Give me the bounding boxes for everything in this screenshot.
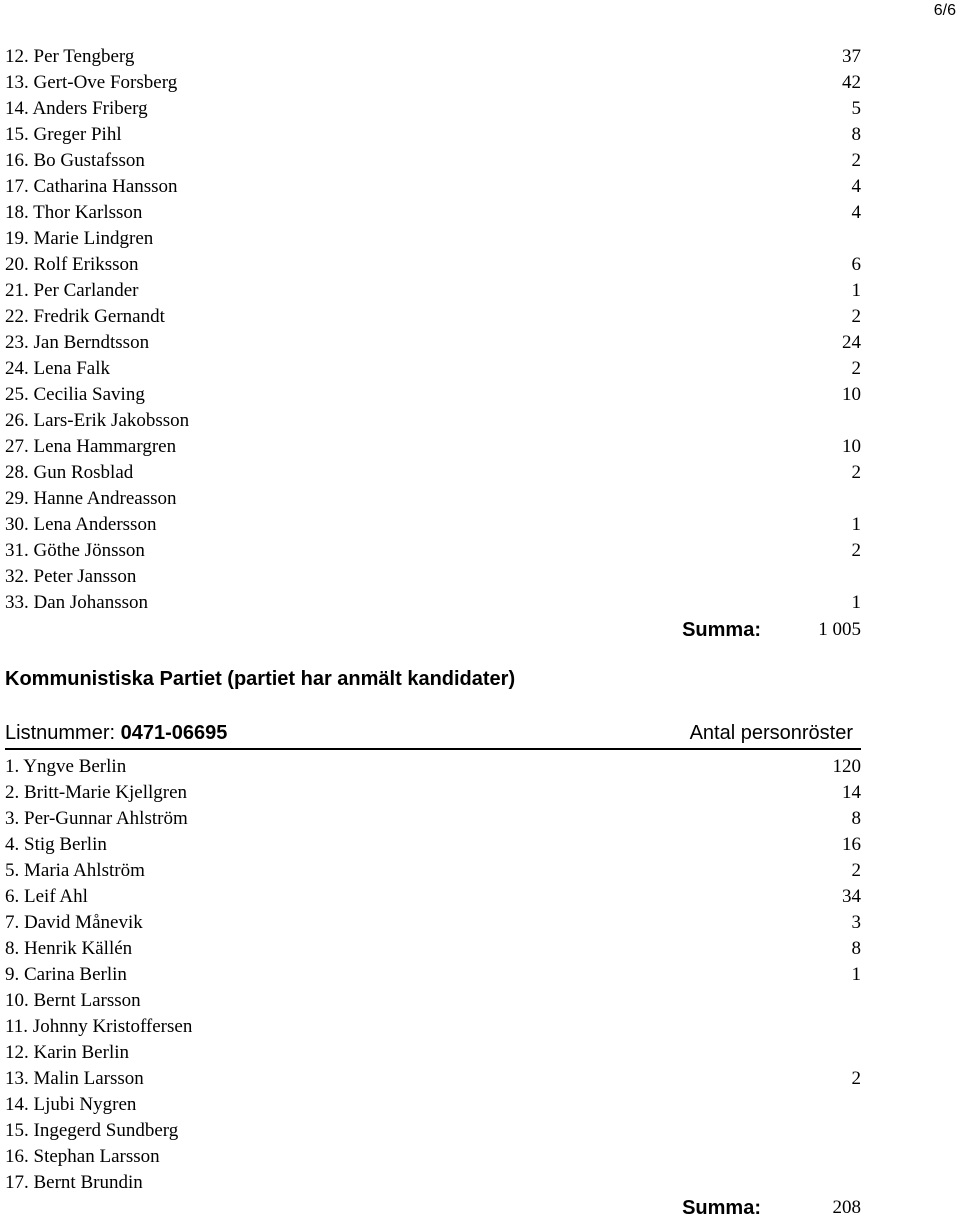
candidate-row <box>5 330 861 356</box>
candidate-name: 20. Rolf Eriksson <box>5 254 139 275</box>
candidate-row <box>5 1118 861 1144</box>
list-number: 0471-06695 <box>120 722 228 744</box>
candidate-name: 33. Dan Johansson <box>5 592 149 613</box>
candidate-row <box>5 44 861 70</box>
candidate-votes: 6 <box>851 254 861 275</box>
candidate-row <box>5 356 861 382</box>
candidate-row <box>5 832 861 858</box>
candidate-name: 12. Per Tengberg <box>5 46 135 67</box>
summa-label: Summa: <box>682 619 761 641</box>
candidate-row <box>5 226 861 252</box>
candidate-votes: 8 <box>851 124 861 145</box>
candidate-name: 8. Henrik Källén <box>5 938 133 959</box>
candidate-votes: 16 <box>842 834 861 855</box>
candidate-row <box>5 96 861 122</box>
candidate-votes: 4 <box>851 202 861 223</box>
candidate-votes: 1 <box>851 592 861 613</box>
candidate-row <box>5 200 861 226</box>
candidate-row <box>5 434 861 460</box>
candidate-name: 21. Per Carlander <box>5 280 139 301</box>
candidate-votes: 2 <box>851 1068 861 1089</box>
candidate-votes: 3 <box>851 912 861 933</box>
candidate-name: 3. Per-Gunnar Ahlström <box>5 808 188 829</box>
candidate-row <box>5 1014 861 1040</box>
candidate-name: 4. Stig Berlin <box>5 834 107 855</box>
candidate-votes: 8 <box>851 938 861 959</box>
candidate-votes: 5 <box>851 98 861 119</box>
candidate-row <box>5 512 861 538</box>
candidate-name: 9. Carina Berlin <box>5 964 127 985</box>
candidate-name: 30. Lena Andersson <box>5 514 157 535</box>
candidate-name: 5. Maria Ahlström <box>5 860 145 881</box>
candidate-row <box>5 590 861 616</box>
candidate-row <box>5 780 861 806</box>
candidate-name: 2. Britt-Marie Kjellgren <box>5 782 188 803</box>
summa-value: 1 005 <box>818 619 861 640</box>
candidate-name: 16. Bo Gustafsson <box>5 150 145 171</box>
candidate-row <box>5 538 861 564</box>
candidate-name: 11. Johnny Kristoffersen <box>5 1016 193 1037</box>
candidate-name: 19. Marie Lindgren <box>5 228 154 249</box>
candidate-name: 12. Karin Berlin <box>5 1042 130 1063</box>
candidate-row <box>5 910 861 936</box>
summa-label: Summa: <box>682 1197 761 1219</box>
candidate-name: 24. Lena Falk <box>5 358 111 379</box>
candidate-votes: 8 <box>851 808 861 829</box>
candidate-votes: 42 <box>842 72 861 93</box>
candidate-row <box>5 486 861 512</box>
summa-row-2 <box>5 1193 861 1223</box>
votes-column-header: Antal personröster <box>689 722 853 744</box>
candidate-name: 7. David Månevik <box>5 912 143 933</box>
summa-row-1 <box>5 615 861 645</box>
candidate-name: 31. Göthe Jönsson <box>5 540 145 561</box>
candidate-votes: 2 <box>851 540 861 561</box>
candidate-votes: 14 <box>842 782 861 803</box>
candidate-list-1 <box>5 44 861 616</box>
candidate-row <box>5 304 861 330</box>
candidate-name: 32. Peter Jansson <box>5 566 137 587</box>
candidate-name: 28. Gun Rosblad <box>5 462 134 483</box>
candidate-votes: 24 <box>842 332 861 353</box>
summa-value: 208 <box>832 1197 861 1218</box>
candidate-votes: 120 <box>832 756 861 777</box>
candidate-votes: 1 <box>851 964 861 985</box>
candidate-row <box>5 382 861 408</box>
candidate-votes: 2 <box>851 306 861 327</box>
candidate-row <box>5 278 861 304</box>
candidate-name: 18. Thor Karlsson <box>5 202 143 223</box>
candidate-row <box>5 1092 861 1118</box>
candidate-row <box>5 936 861 962</box>
candidate-name: 14. Ljubi Nygren <box>5 1094 137 1115</box>
page-number: 6/6 <box>933 2 956 19</box>
candidate-name: 6. Leif Ahl <box>5 886 88 907</box>
list-header <box>5 720 861 750</box>
candidate-row <box>5 754 861 780</box>
list-number-label: Listnummer: <box>5 722 121 744</box>
candidate-row <box>5 252 861 278</box>
candidate-name: 17. Catharina Hansson <box>5 176 178 197</box>
candidate-name: 29. Hanne Andreasson <box>5 488 177 509</box>
candidate-name: 14. Anders Friberg <box>5 98 148 119</box>
candidate-name: 13. Malin Larsson <box>5 1068 144 1089</box>
candidate-row <box>5 174 861 200</box>
candidate-row <box>5 1144 861 1170</box>
candidate-row <box>5 858 861 884</box>
candidate-votes: 34 <box>842 886 861 907</box>
candidate-votes: 10 <box>842 436 861 457</box>
candidate-votes: 2 <box>851 860 861 881</box>
candidate-votes: 4 <box>851 176 861 197</box>
candidate-row <box>5 1066 861 1092</box>
candidate-row <box>5 962 861 988</box>
candidate-row <box>5 564 861 590</box>
candidate-name: 26. Lars-Erik Jakobsson <box>5 410 190 431</box>
candidate-name: 1. Yngve Berlin <box>5 756 127 777</box>
candidate-row <box>5 988 861 1014</box>
candidate-name: 27. Lena Hammargren <box>5 436 177 457</box>
candidate-votes: 10 <box>842 384 861 405</box>
candidate-row <box>5 122 861 148</box>
candidate-votes: 2 <box>851 462 861 483</box>
candidate-row <box>5 1040 861 1066</box>
candidate-name: 25. Cecilia Saving <box>5 384 145 405</box>
candidate-name: 13. Gert-Ove Forsberg <box>5 72 178 93</box>
party-title: Kommunistiska Partiet (partiet har anmält kandidater) <box>5 668 516 690</box>
candidate-votes: 2 <box>851 358 861 379</box>
candidate-name: 17. Bernt Brundin <box>5 1172 143 1193</box>
candidate-row <box>5 70 861 96</box>
candidate-row <box>5 460 861 486</box>
list-number-line <box>5 720 227 746</box>
candidate-votes: 1 <box>851 514 861 535</box>
candidate-name: 10. Bernt Larsson <box>5 990 141 1011</box>
candidate-name: 15. Greger Pihl <box>5 124 122 145</box>
candidate-votes: 37 <box>842 46 861 67</box>
candidate-name: 22. Fredrik Gernandt <box>5 306 165 327</box>
candidate-row <box>5 408 861 434</box>
candidate-name: 16. Stephan Larsson <box>5 1146 160 1167</box>
candidate-name: 23. Jan Berndtsson <box>5 332 150 353</box>
candidate-list-2 <box>5 754 861 1196</box>
candidate-name: 15. Ingegerd Sundberg <box>5 1120 179 1141</box>
candidate-row <box>5 148 861 174</box>
candidate-row <box>5 806 861 832</box>
candidate-votes: 1 <box>851 280 861 301</box>
candidate-row <box>5 884 861 910</box>
candidate-votes: 2 <box>851 150 861 171</box>
